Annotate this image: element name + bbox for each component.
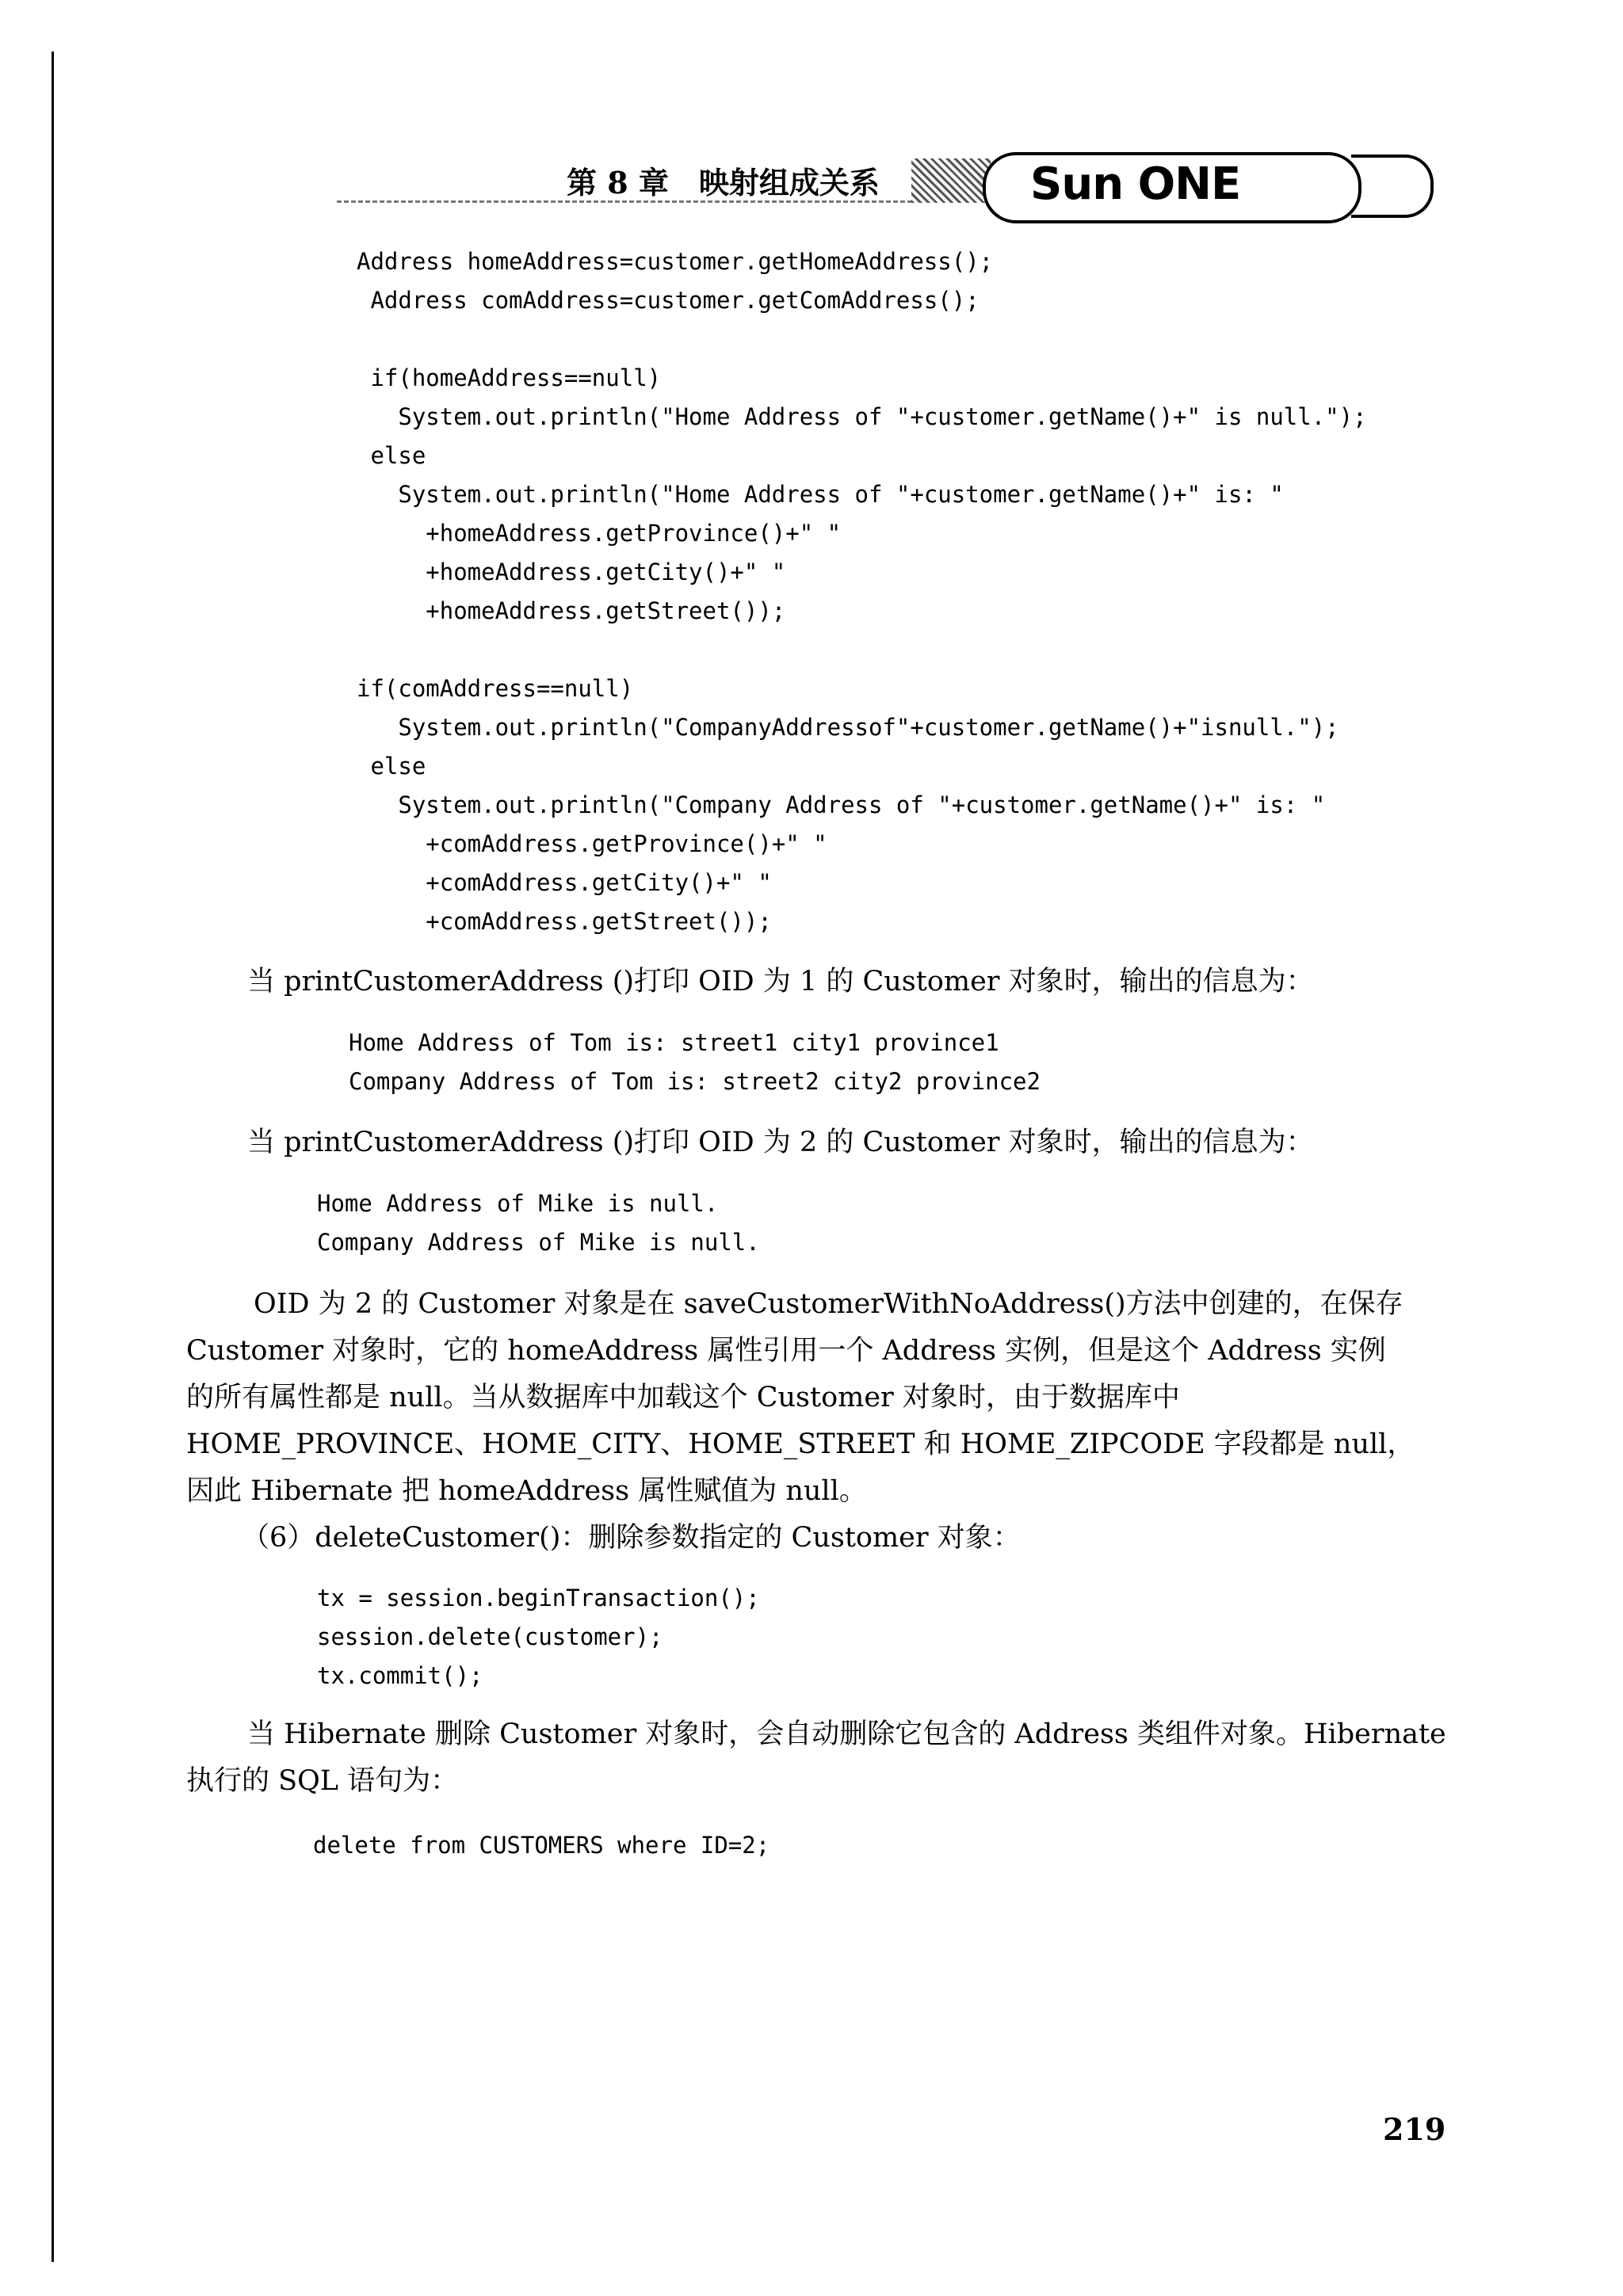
code-line: +comAddress.getProvince()+" " [357,830,827,857]
paragraph-line: 当 Hibernate 删除 Customer 对象时，会自动删除它包含的 Address 类组件对象。Hibernate [247,1718,1446,1750]
sun-one-logo: Sun ONE [1030,158,1241,210]
code-line: System.out.println("Company Address of "+customer.getName()+" is: " [357,791,1326,818]
output-line: Home Address of Tom is: street1 city1 province1 [349,1029,999,1056]
explanation-paragraph [186,1281,1415,1562]
code-line: if(homeAddress==null) [357,364,662,391]
code-line: tx = session.beginTransaction(); [317,1585,760,1611]
code-line: Address comAddress=customer.getComAddress(); [357,287,980,314]
code-listing-delete [317,1579,760,1695]
paragraph-line: HOME_PROVINCE、HOME_CITY、HOME_STREET 和 HOME_ZIPCODE 字段都是 null， [186,1428,1415,1460]
paragraph-line: OID 为 2 的 Customer 对象是在 saveCustomerWithNoAddress()方法中创建的，在保存 [254,1288,1403,1320]
code-line: +comAddress.getStreet()); [357,908,772,935]
code-line: else [357,442,426,469]
code-line: Address homeAddress=customer.getHomeAddress(); [357,248,994,275]
output-listing-mike [317,1184,760,1262]
code-line: else [357,753,426,780]
sql-statement [313,1826,769,1865]
output-line: Company Address of Tom is: street2 city2 province2 [349,1068,1041,1095]
code-line: +comAddress.getCity()+" " [357,869,772,896]
code-line: tx.commit(); [317,1662,483,1689]
output-line: Home Address of Mike is null. [317,1190,719,1217]
code-line: +homeAddress.getStreet()); [357,597,786,624]
paragraph-line: Customer 对象时，它的 homeAddress 属性引用一个 Address 实例，但是这个 Address 实例 [186,1335,1386,1367]
code-line: System.out.println("Home Address of "+customer.getName()+" is: " [357,481,1284,508]
code-line: +homeAddress.getProvince()+" " [357,520,842,547]
body-text-oid-2: 当 printCustomerAddress ()打印 OID 为 2 的 Customer 对象时，输出的信息为： [247,1127,1314,1158]
chapter-title: 第 8 章 映射组成关系 [567,165,880,200]
paragraph-line: 因此 Hibernate 把 homeAddress 属性赋值为 null。 [186,1475,867,1507]
paragraph-line: 执行的 SQL 语句为： [186,1765,459,1797]
code-listing-address-print [357,242,1367,941]
output-listing-tom [349,1024,1041,1101]
paragraph-line: 的所有属性都是 null。当从数据库中加载这个 Customer 对象时，由于数据库中 [186,1382,1180,1413]
logo-tail [1351,154,1434,218]
output-line: Company Address of Mike is null. [317,1229,760,1256]
code-line: +homeAddress.getCity()+" " [357,559,786,585]
code-line: System.out.println("Home Address of "+customer.getName()+" is null."); [357,403,1367,430]
sql-line: delete from CUSTOMERS where ID=2; [313,1832,770,1859]
body-text-oid-1: 当 printCustomerAddress ()打印 OID 为 1 的 Customer 对象时，输出的信息为： [247,966,1314,997]
code-line: System.out.println("CompanyAddressof"+customer.getName()+"isnull."); [357,714,1339,741]
page-number: 219 [1383,2111,1446,2147]
hibernate-delete-paragraph [186,1711,1446,1805]
header-decoration [911,158,991,203]
section-item-delete-customer: （6）deleteCustomer()：删除参数指定的 Customer 对象： [242,1522,1021,1554]
code-line: session.delete(customer); [317,1623,663,1650]
binding-margin-line [52,51,54,2262]
code-line: if(comAddress==null) [357,675,634,702]
